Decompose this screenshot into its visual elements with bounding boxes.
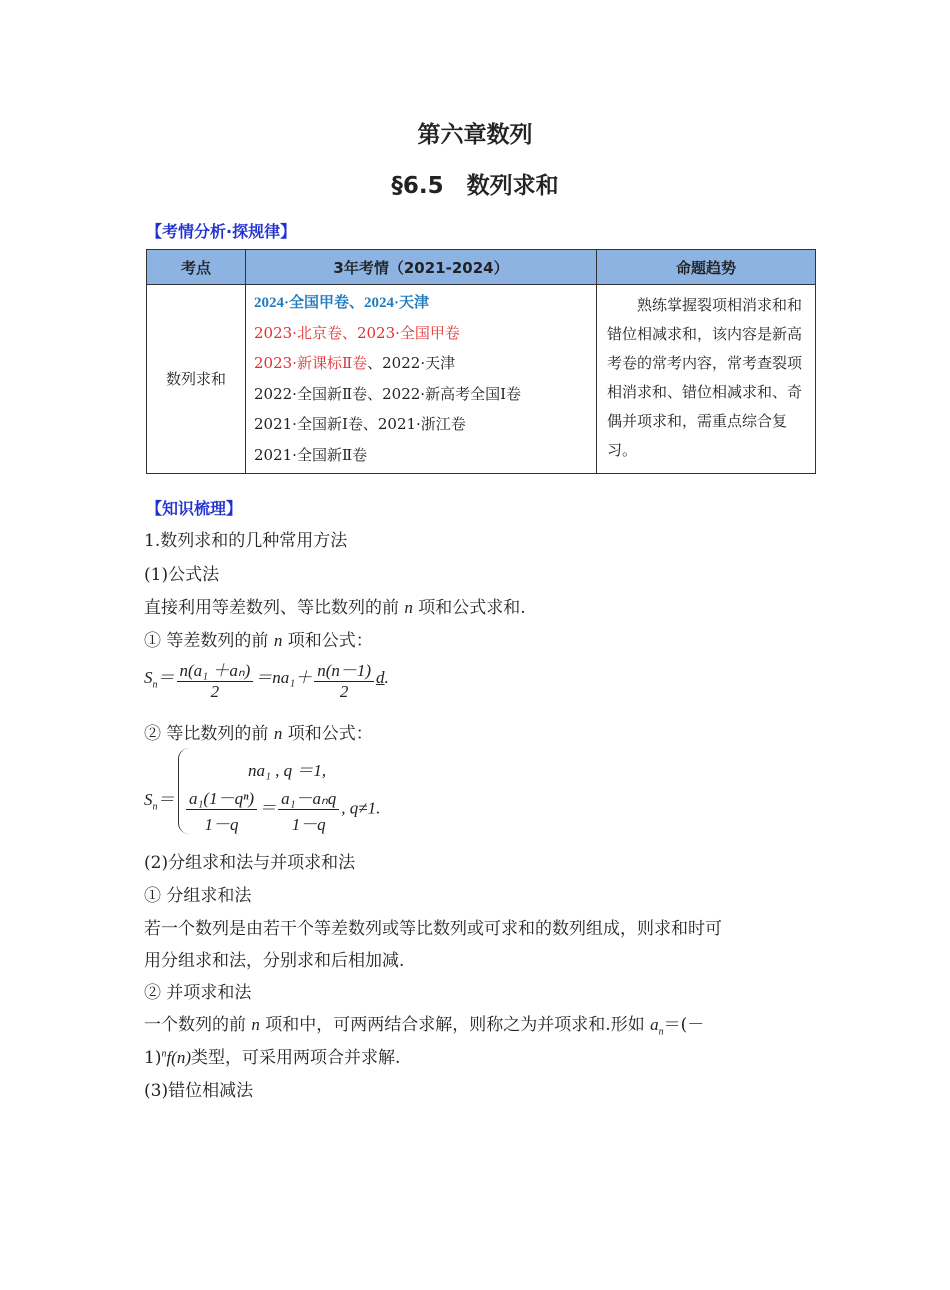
text-line: 若一个数列是由若干个等差数列或等比数列或可求和的数列组成，则求和时可 (144, 919, 722, 939)
text-line: ② 等比数列的前 n 项和公式： (144, 724, 373, 744)
exam-line (254, 409, 588, 440)
text-line: 一个数列的前 n 项和中，可两两结合求解，则称之为并项求和.形如 $a_n=(-$ (144, 1015, 705, 1038)
text-line: ① 等差数列的前 n 项和公式： (144, 631, 373, 651)
arithmetic-sum-formula: $S_n=$ $\frac{\text{n(a₁ ＋aₙ)}}{2}$ ＝na₁＋ $\frac{n(n-1)}{2}$ d. (144, 656, 389, 702)
section-title: §6.5 数列求和 (391, 173, 559, 199)
exam-ref: 、2022·天津 (367, 354, 456, 373)
exam-ref: 2023·新课标Ⅱ卷 (254, 354, 368, 373)
exam-line (254, 348, 588, 379)
chapter-title: 第六章数列 (417, 122, 533, 148)
exam-ref: 2023·北京卷、2023·全国甲卷 (254, 323, 460, 342)
geometric-sum-lhs: $S_n=$ (144, 790, 175, 813)
exam-line (254, 379, 588, 410)
knowledge-heading: 【知识梳理】 (146, 499, 243, 518)
geometric-case-1: na₁ , q ＝1, (248, 761, 327, 780)
exam-line (254, 318, 588, 349)
exam-list-cell (246, 285, 597, 474)
trend-cell: 熟练掌握裂项相消求和和错位相减求和，该内容是新高考卷的常考内容，常考查裂项相消求和、错位相减求和、奇偶并项求和，需重点综合复习。 (597, 285, 816, 474)
exam-line (254, 440, 588, 471)
geometric-case-2: $\frac{\text{a₁(1－qⁿ)}}{1-q}$ ＝ $\frac{\text{a₁－aₙq}}{1-q}$ , q≠1. (184, 784, 380, 835)
text-line: ② 并项求和法 (144, 983, 252, 1003)
exam-analysis-table (146, 249, 816, 474)
text-line: 直接利用等差数列、等比数列的前 n 项和公式求和. (144, 598, 526, 618)
exam-line (254, 287, 588, 318)
exam-ref: 2021·全国新Ⅰ卷、2021·浙江卷 (254, 415, 466, 434)
text-line: (3)错位相减法 (144, 1081, 254, 1101)
header-trend: 命题趋势 (597, 250, 816, 285)
text-line: (2)分组求和法与并项求和法 (144, 853, 356, 873)
exam-ref: 2024·全国甲卷、2024·天津 (254, 295, 430, 311)
text-line: 用分组求和法，分别求和后相加减. (144, 951, 405, 971)
analysis-heading: 【考情分析·探规律】 (146, 222, 297, 241)
text-line: ① 分组求和法 (144, 886, 252, 906)
text-line: (1)公式法 (144, 565, 220, 585)
text-line: 1)$^n$f(n)类型，可采用两项合并求解. (144, 1048, 401, 1068)
text-line: 1.数列求和的几种常用方法 (144, 531, 348, 551)
exam-ref: 2021·全国新Ⅱ卷 (254, 445, 368, 464)
header-topic: 考点 (147, 250, 246, 285)
exam-ref: 2022·全国新Ⅱ卷、2022·新高考全国Ⅰ卷 (254, 384, 522, 403)
header-exams: 3年考情（2021-2024） (246, 250, 597, 285)
topic-cell: 数列求和 (147, 285, 246, 474)
